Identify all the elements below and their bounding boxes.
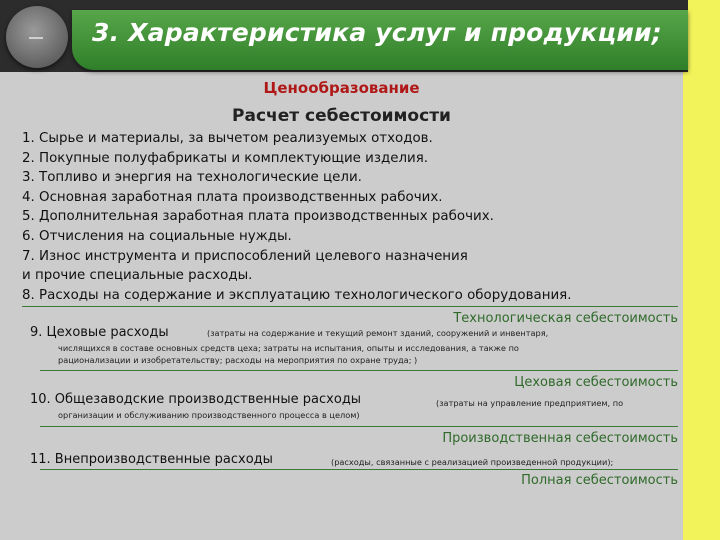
slide-title: 3. Характеристика услуг и продукции; [92, 18, 662, 47]
heading-cost-calculation: Расчет себестоимости [232, 106, 451, 126]
item11-note: (расходы, связанные с реализацией произведенной продукции); [331, 457, 614, 467]
divider-shop [40, 370, 678, 371]
item9-note-1: (затраты на содержание и текущий ремонт зданий, сооружений и инвентаря, [207, 328, 549, 338]
list-item: 8. Расходы на содержание и эксплуатацию технологического оборудования. [22, 287, 572, 303]
item10-label: 10. Общезаводские производственные расходы [30, 392, 362, 407]
list-item: 3. Топливо и энергия на технологические цели. [22, 170, 362, 186]
item9-label: 9. Цеховые расходы [30, 325, 169, 340]
subtotal-full: Полная себестоимость [521, 473, 678, 488]
list-item: 4. Основная заработная плата производственных рабочих. [22, 189, 443, 205]
item11-label: 11. Внепроизводственные расходы [30, 452, 273, 467]
circle-dash-icon [29, 37, 43, 39]
divider-technological [22, 306, 678, 307]
item9-note-2: числящихся в составе основных средств цеха; затраты на испытания, опыты и исследования, а также по [58, 343, 519, 353]
cost-items-list [22, 129, 682, 305]
list-item: 7. Износ инструмента и приспособлений целевого назначения [22, 248, 468, 264]
divider-full [40, 469, 678, 470]
subtotal-technological: Технологическая себестоимость [453, 311, 678, 326]
item10-note-1: (затраты на управление предприятием, по [436, 398, 624, 408]
divider-production [40, 426, 678, 427]
list-item: 5. Дополнительная заработная плата производственных рабочих. [22, 209, 494, 225]
item10-note-2: организации и обслуживанию производственного процесса в целом) [58, 410, 360, 420]
list-item: 6. Отчисления на социальные нужды. [22, 228, 292, 244]
subtotal-production: Производственная себестоимость [442, 431, 678, 446]
item9-note-3: рационализации и изобретательству; расходы на мероприятия по охране труда; ) [58, 355, 418, 365]
list-item: и прочие специальные расходы. [22, 268, 253, 284]
heading-pricing: Ценообразование [263, 79, 420, 97]
subtotal-shop: Цеховая себестоимость [514, 375, 678, 390]
list-item: 1. Сырье и материалы, за вычетом реализуемых отходов. [22, 131, 433, 146]
list-item: 2. Покупные полуфабрикаты и комплектующие изделия. [22, 150, 429, 166]
right-accent-bar [683, 0, 720, 540]
